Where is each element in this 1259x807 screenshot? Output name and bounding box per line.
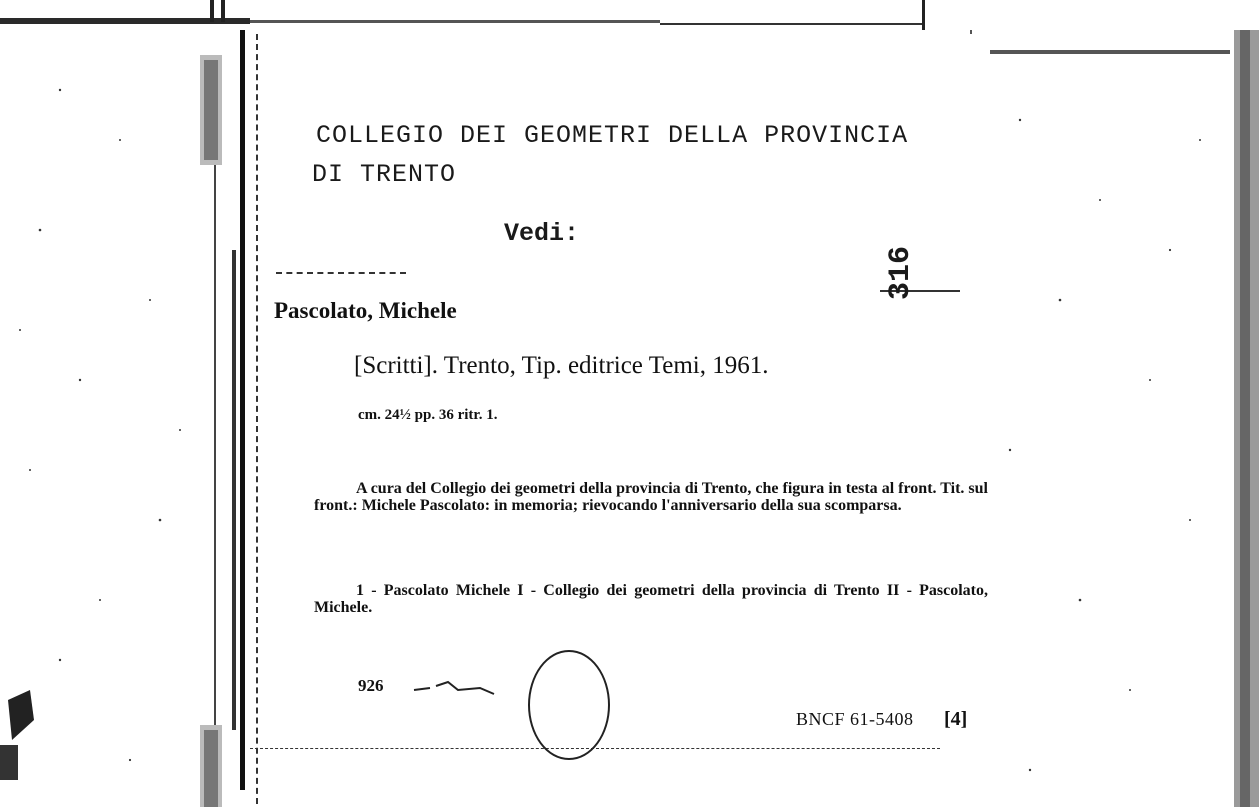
left-tab-spine: [214, 165, 216, 725]
top-edge-band-right: [660, 23, 922, 25]
right-scan-edge-inner: [1240, 30, 1250, 807]
heading-line-2: DI TRENTO: [312, 160, 457, 189]
entry-author: Pascolato, Michele: [274, 298, 457, 323]
shelfmark: BNCF 61-5408: [796, 709, 914, 729]
top-stub-2: [221, 0, 225, 22]
handwritten-dash-mark: [410, 672, 500, 702]
see-reference: Vedi:: [504, 219, 580, 248]
top-edge-band-mid: [250, 20, 660, 23]
class-number: 926: [358, 676, 384, 695]
left-tab-lower-inner: [204, 730, 218, 807]
left-card-edge-shadow: [232, 250, 236, 730]
entry-note: A cura del Collegio dei geometri della provincia di Trento, che figura in testa al front. Tit. sul front.: Michele Pascolato: in memoria; rievocando l'anniversario della sua scomparsa.: [314, 480, 988, 514]
bracket-mark: [4]: [944, 708, 968, 730]
right-card-top-edge: [990, 50, 1230, 54]
heading-line-1: COLLEGIO DEI GEOMETRI DELLA PROVINCIA: [316, 121, 909, 150]
left-corner-mark: [8, 690, 34, 740]
circular-stamp: [528, 650, 610, 760]
entry-tracings: 1 - Pascolato Michele I - Collegio dei geometri della provincia di Trento II - Pascolato, Michele.: [314, 582, 988, 616]
left-corner-block: [0, 745, 18, 780]
separator-rule-upper: [276, 272, 406, 274]
side-number: 316: [884, 245, 918, 300]
entry-title-imprint: [Scritti]. Trento, Tip. editrice Temi, 1961.: [354, 352, 769, 379]
left-tab-upper-inner: [204, 60, 218, 160]
left-card-edge: [240, 30, 245, 790]
separator-rule-lower: [250, 748, 940, 749]
entry-collation: cm. 24½ pp. 36 ritr. 1.: [358, 407, 498, 423]
top-stub-1: [210, 0, 214, 22]
top-stub-3: [922, 0, 925, 30]
